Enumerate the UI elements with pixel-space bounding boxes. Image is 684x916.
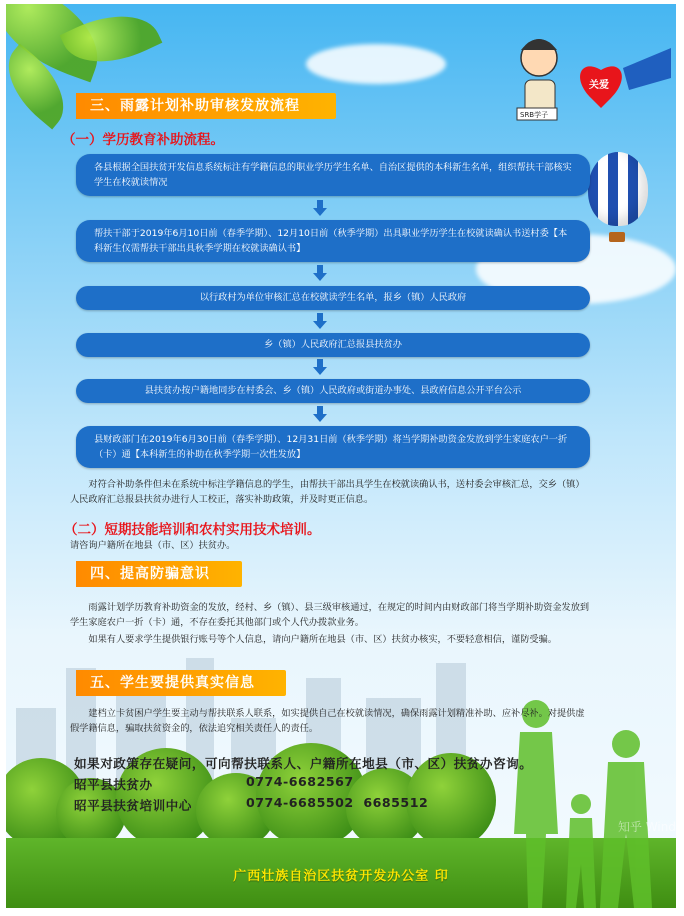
flow-arrow-icon: [313, 359, 327, 375]
flow-arrow-icon: [313, 406, 327, 422]
section-3-note: 对符合补助条件但未在系统中标注学籍信息的学生，由帮扶干部出具学生在校就读确认书，送村委会审核汇总，交乡（镇）人民政府汇总报县扶贫办进行人工校正，落实补助政策，并及时更正信息。: [70, 479, 585, 505]
flow-step-6: 县财政部门在2019年6月30日前（春季学期）、12月31日前（秋季学期）将当学期补助资金发放到学生家庭农户一折（卡）通【本科新生的补助在秋季学期一次性发放】: [76, 426, 590, 468]
cartoon-tag: SRB学子: [520, 111, 549, 119]
footer-issuer: 广西壮族自治区扶贫开发办公室 印: [233, 869, 449, 884]
section-4-para-1: 雨露计划学历教育补助资金的发放，经村、乡（镇）、县三级审核通过，在规定的时间内由财政部门将当学期补助资金发放到学生家庭农户一折（卡）通，不存在委托其他部门或个人代办拨款业务。: [70, 602, 590, 628]
flow-arrow-icon: [313, 200, 327, 216]
watermark: 知乎 Wind: [618, 820, 676, 834]
section-3-subtitle-1: （一）学历教育补助流程。: [62, 132, 224, 148]
contact-tel-1: 0774-6682567: [246, 774, 354, 789]
contact-org-1: 昭平县扶贫办: [74, 777, 153, 792]
balloon-basket: [609, 232, 625, 242]
flow-arrow-icon: [313, 265, 327, 281]
contact-line: 如果对政策存在疑问，可向帮扶联系人、户籍所在地县（市、区）扶贫办咨询。: [74, 756, 533, 771]
section-3-subtitle-2: （二）短期技能培训和农村实用技术培训。: [64, 522, 321, 538]
cartoon-helper-icon: [511, 28, 671, 138]
flow-arrow-icon: [313, 313, 327, 329]
contact-tel-2: 0774-6685502 6685512: [246, 795, 429, 810]
poster: [6, 4, 676, 908]
section-3-title: 三、雨露计划补助审核发放流程: [76, 93, 336, 119]
section-4-para-2: 如果有人要求学生提供银行账号等个人信息，请向户籍所在地县（市、区）扶贫办核实，不要轻意相信，谨防受骗。: [88, 634, 557, 645]
section-3-sub2-text: 请咨询户籍所在地县（市、区）扶贫办。: [70, 540, 236, 551]
heart-label: 关爱: [589, 80, 609, 91]
cloud: [306, 44, 446, 84]
section-5-title: 五、学生要提供真实信息: [76, 670, 286, 696]
flow-step-1: 各县根据全国扶贫开发信息系统标注有学籍信息的职业学历学生名单、自治区提供的本科新生名单，组织帮扶干部核实学生在校就读情况: [76, 154, 590, 196]
hot-air-balloon-icon: [588, 152, 648, 226]
contact-org-2: 昭平县扶贫培训中心: [74, 798, 192, 813]
flow-step-3: 以行政村为单位审核汇总在校就读学生名单，报乡（镇）人民政府: [76, 286, 590, 310]
section-5-para: 建档立卡贫困户学生要主动与帮扶联系人联系，如实提供自己在校就读情况，确保雨露计划精准补助、应补尽补。对提供虚假学籍信息，骗取扶贫资金的，依法追究相关责任人的责任。: [70, 708, 585, 734]
section-4-title: 四、提高防骗意识: [76, 561, 242, 587]
flow-step-4: 乡（镇）人民政府汇总报县扶贫办: [76, 333, 590, 357]
flow-step-2: 帮扶干部于2019年6月10日前（春季学期）、12月10日前（秋季学期）出具职业学历学生在校就读确认书送村委【本科新生仅需帮扶干部出具秋季学期在校就读确认书】: [76, 220, 590, 262]
flow-step-5: 县扶贫办按户籍地同步在村委会、乡（镇）人民政府或街道办事处、县政府信息公开平台公示: [76, 379, 590, 403]
